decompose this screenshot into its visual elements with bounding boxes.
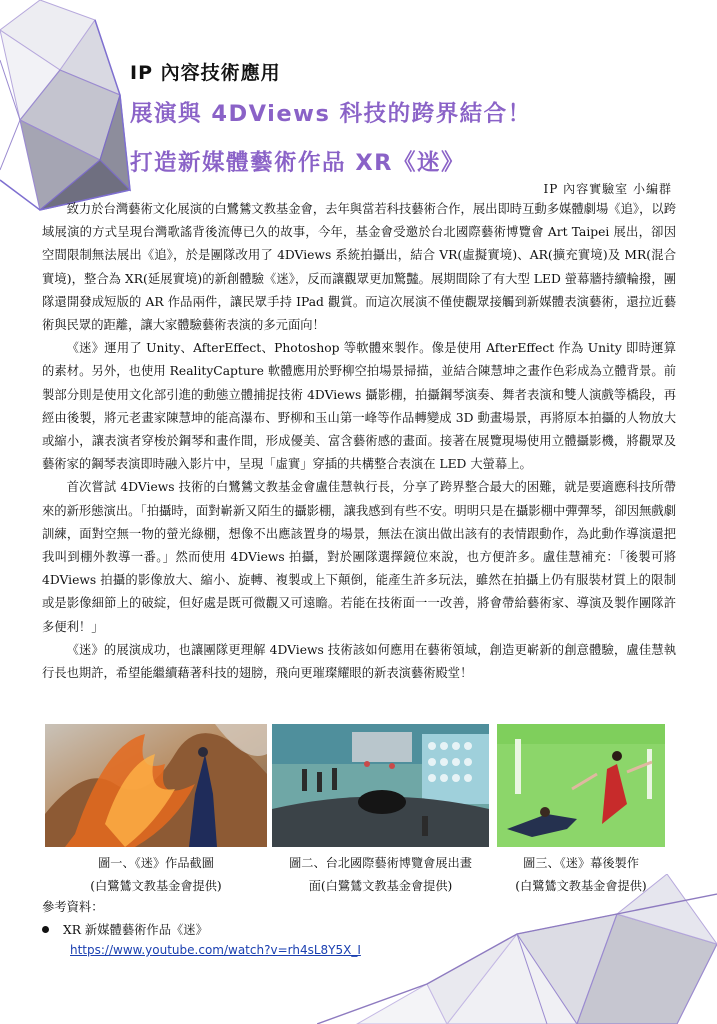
figure-3-caption (497, 852, 665, 898)
references-title: 參考資料： (42, 900, 104, 914)
byline: IP 內容實驗室 小編群 (543, 182, 672, 196)
article-title-line1: 展演與 4DViews 科技的跨界結合！ (130, 101, 532, 127)
paragraph: 《迷》的展演成功，也讓團隊更理解 4DViews 技術該如何應用在藝術領域，創造更嶄新的創意體驗，盧佳慧執行長也期許，希望能繼續藉著科技的翅膀，飛向更璀璨耀眼的新表演藝術殿堂！ (42, 642, 676, 681)
paragraph: 首次嘗試 4DViews 技術的白鷺鷥文教基金會盧佳慧執行長，分享了跨界整合最大的困難，就是要適應科技所帶來的新形態演出。「拍攝時，面對嶄新又陌生的攝影棚，讓我感到有些不安。明明只是在攝影棚中彈彈琴，卻因無戲劇訓練，面對空無一物的螢光綠棚，想像不出應該置身的場景，無法在演出做出該有的表情跟動作，為此動作導演還把我叫到棚外教導一番。」然而使用 4DViews 拍攝，對於團隊選擇鏡位來說，也方便許多。盧佳慧補充：「後製可將 4DViews 拍攝的影像放大、縮小、旋轉、複製或上下顛倒，能產生許多玩法，雖然在拍攝上仍有服裝材質上的限制或是影像細節上的破綻，但好處是既可微觀又可遠瞻。若能在技術面一一改善，將會帶給藝術家、導演及製作團隊許多便利！」 (42, 480, 676, 634)
figure-1-image (45, 724, 267, 847)
article-body (42, 198, 676, 685)
article-title-line2: 打造新媒體藝術作品 XR《迷》 (130, 150, 466, 176)
caption-line: 圖三、《迷》幕後製作 (523, 856, 639, 870)
caption-line: 圖一、《迷》作品截圖 (98, 856, 214, 870)
caption-line: (白鷺鷥文教基金會提供) (515, 879, 647, 893)
paragraph: 致力於台灣藝術文化展演的白鷺鷥文教基金會，去年與當若科技藝術合作，展出即時互動多媒體劇場《追》，以跨域展演的方式呈現台灣歌謠背後流傳已久的故事，今年，基金會受邀於台北國際藝術博覽會 Art Taipei 展出，卻因空間限制無法展出《追》，於是團隊改用了 4DViews 系統拍攝出，結合 VR(虛擬實境)、AR(擴充實境)及 MR(混合實境)，整合為 XR(延展實境)的新創體驗《迷》，反而讓觀眾更加驚豔。展期間除了有大型 LED 螢幕牆持續輪撥，團隊還開發成短版的 AR 作品兩件，讓民眾手持 IPad 觀賞。而這次展演不僅使觀眾接觸到新媒體表演藝術，還拉近藝術與民眾的距離，讓大家體驗藝術表演的多元面向！ (42, 202, 676, 333)
figure-1-caption (45, 852, 267, 898)
reference-label: XR 新媒體藝術作品《迷》 (63, 923, 208, 937)
caption-line: (白鷺鷥文教基金會提供) (90, 879, 222, 893)
figure-3-image (497, 724, 665, 847)
caption-line: 面(白鷺鷥文教基金會提供) (308, 879, 453, 893)
figure-2-image (272, 724, 489, 847)
caption-line: 圖二、台北國際藝術博覽會展出畫 (289, 856, 472, 870)
bullet-icon (42, 926, 49, 933)
section-category: IP 內容技術應用 (130, 62, 281, 84)
figure-2-caption (268, 852, 493, 898)
reference-link[interactable]: https://www.youtube.com/watch?v=rh4sL8Y5X_I (70, 943, 361, 957)
reference-item (42, 920, 208, 938)
paragraph: 《迷》運用了 Unity、AfterEffect、Photoshop 等軟體來製作。像是使用 AfterEffect 作為 Unity 即時運算的素材。另外，也使用 RealityCapture 軟體應用於野柳空拍場景掃描，並結合陳慧坤之畫作色彩成為立體背景。前製部分則是使用文化部引進的動態立體捕捉技術 4DViews 攝影棚，拍攝鋼琴演奏、舞者表演和雙人演戲等橋段，再經由後製，將元老畫家陳慧坤的能高瀑布、野柳和玉山第一峰等作品轉變成 3D 動畫場景，再將原本拍攝的人物放大或縮小，讓表演者穿梭於鋼琴和畫作間，形成優美、富含藝術感的畫面。接著在展覽現場使用立體攝影機，將觀眾及藝術家的鋼琴表演即時融入影片中，呈現「虛實」穿插的共構整合表演在 LED 大螢幕上。 (42, 341, 676, 472)
